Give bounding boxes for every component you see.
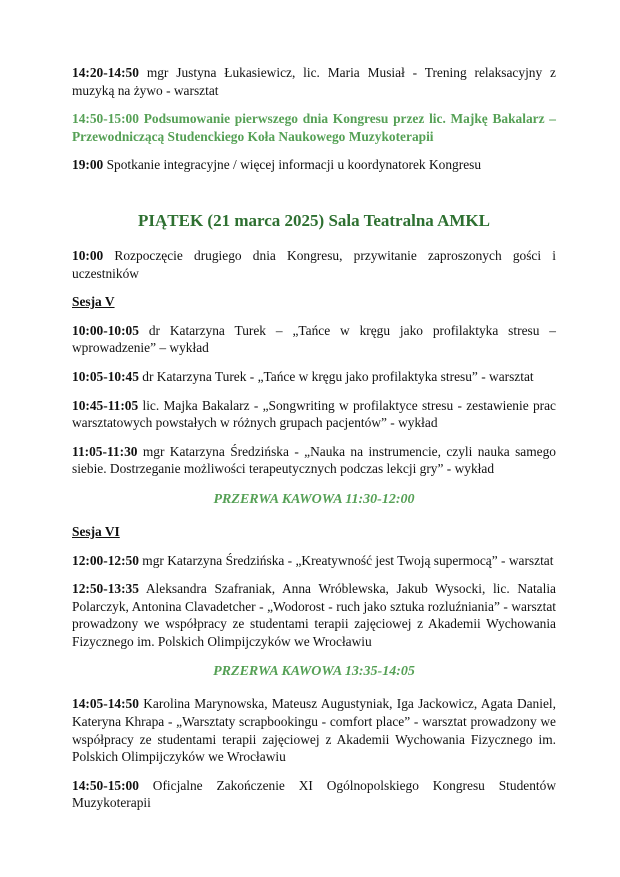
entry-text: Podsumowanie pierwszego dnia Kongresu przez lic. Majkę Bakalarz – Przewodniczącą Studenckiego Koła Naukowego Muzykoterapii [72, 111, 556, 144]
entry-time: 14:05-14:50 [72, 696, 139, 712]
entry-time: 12:00-12:50 [72, 552, 139, 568]
session-label: Sesja VI [72, 523, 120, 539]
schedule-entry [72, 247, 556, 282]
entry-text: mgr Katarzyna Średzińska - „Nauka na instrumencie, czyli nauka samego siebie. Dostrzeganie możliwości terapeutycznych podczas lekcji gry” - wykład [72, 443, 556, 477]
entry-text: Aleksandra Szafraniak, Anna Wróblewska, Jakub Wysocki, lic. Natalia Polarczyk, Antonina Clavadetcher - „Wodorost - ruch jako sztuka rozluźniania” - warsztat prowadzony we współpracy ze studentami terapii zajęciowej z Akademii Wychowania Fizycznego im. Polskich Olimpijczyków we Wrocławiu [72, 581, 556, 649]
schedule-entry [72, 580, 556, 650]
entry-text: dr Katarzyna Turek - „Tańce w kręgu jako profilaktyka stresu” - warsztat [138, 368, 534, 384]
session-heading [72, 293, 556, 311]
schedule-entry [72, 443, 556, 478]
schedule-entry [72, 695, 556, 765]
day-heading: PIĄTEK (21 marca 2025) Sala Teatralna AMKL [138, 210, 490, 230]
entry-time: 10:00 [72, 247, 104, 263]
entry-time: 10:05-10:45 [72, 368, 139, 384]
session-label: Sesja V [72, 294, 115, 310]
entry-time: 14:50-15:00 [72, 111, 139, 127]
entry-time: 10:45-11:05 [72, 397, 139, 413]
schedule-entry [72, 397, 556, 432]
entry-time: 14:50-15:00 [72, 777, 139, 793]
entry-time: 19:00 [72, 157, 104, 173]
entry-time: 10:00-10:05 [72, 322, 139, 338]
session-heading [72, 523, 556, 541]
entry-time: 11:05-11:30 [72, 443, 138, 459]
coffee-break: PRZERWA KAWOWA 11:30-12:00 [213, 491, 415, 507]
schedule-entry [72, 552, 556, 570]
schedule-entry [72, 777, 556, 812]
entry-text: Oficjalne Zakończenie XI Ogólnopolskiego Kongresu Studentów Muzykoterapii [72, 777, 556, 811]
coffee-break: PRZERWA KAWOWA 13:35-14:05 [213, 664, 415, 680]
schedule-entry [72, 156, 556, 174]
entry-text: mgr Katarzyna Średzińska - „Kreatywność jest Twoją supermocą” - warsztat [138, 552, 554, 568]
schedule-entry [72, 322, 556, 357]
schedule-content [72, 64, 556, 812]
entry-text: Spotkanie integracyjne / więcej informacji u koordynatorek Kongresu [103, 157, 482, 173]
schedule-entry [72, 368, 556, 386]
entry-text: lic. Majka Bakalarz - „Songwriting w profilaktyce stresu - zestawienie prac warsztatowych powstałych w różnych grupach pacjentów” - wykład [72, 397, 556, 431]
entry-text: mgr Justyna Łukasiewicz, lic. Maria Musiał - Trening relaksacyjny z muzyką na żywo - warsztat [72, 65, 556, 98]
entry-time: 12:50-13:35 [72, 581, 139, 597]
schedule-entry [72, 64, 556, 99]
summary-entry [72, 110, 556, 145]
entry-text: Rozpoczęcie drugiego dnia Kongresu, przywitanie zaproszonych gości i uczestników [72, 247, 556, 281]
entry-time: 14:20-14:50 [72, 65, 139, 80]
entry-text: dr Katarzyna Turek – „Tańce w kręgu jako profilaktyka stresu – wprowadzenie” – wykład [72, 322, 556, 356]
entry-text: Karolina Marynowska, Mateusz Augustyniak, Iga Jackowicz, Agata Daniel, Kateryna Khrapa - „Warsztaty scrapbookingu - comfort place” - warsztat prowadzony we współpracy ze studentami terapii zajęciowej z Akademii Wychowania Fizycznego im. Polskich Olimpijczyków we Wrocławiu [72, 696, 556, 765]
